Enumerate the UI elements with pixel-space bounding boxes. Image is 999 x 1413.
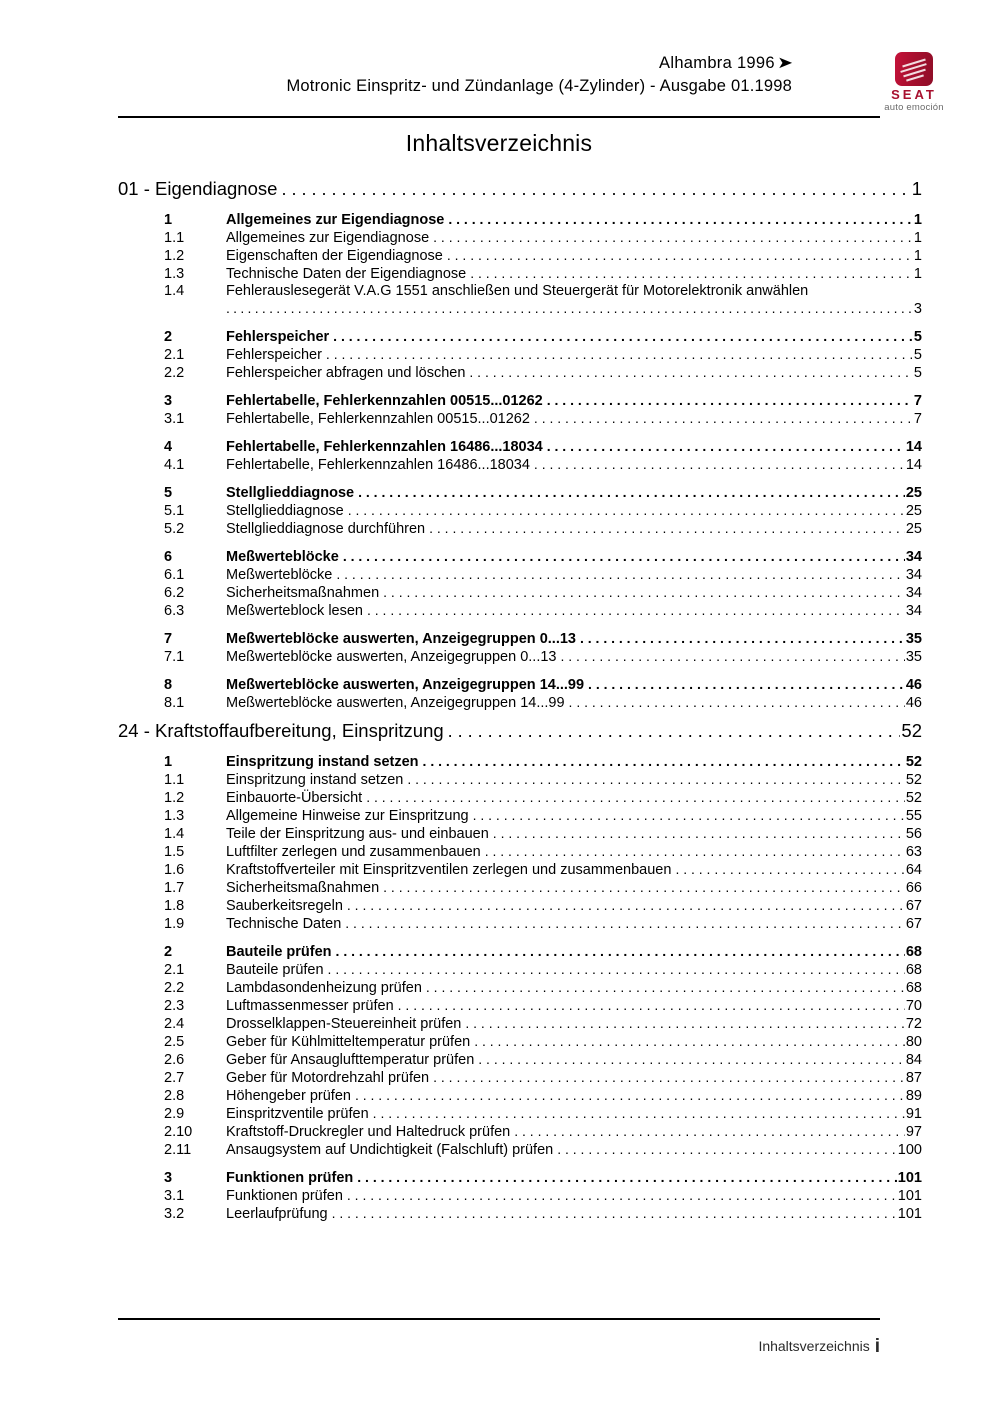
- toc-section-number: 3: [164, 1170, 173, 1186]
- toc-page-number: 1: [913, 266, 922, 282]
- toc-subsection-number: 1.1: [164, 772, 185, 788]
- toc-leader-dots: [485, 843, 905, 859]
- header-subtitle-line: Motronic Einspritz- und Zündanlage (4-Zylinder) - Ausgabe 01.1998: [286, 77, 792, 95]
- toc-leader-dots: [383, 584, 905, 600]
- toc-leader-dots: [281, 179, 910, 200]
- toc-subsection-label: Geber für Kühlmitteltemperatur prüfen: [226, 1034, 471, 1050]
- toc-leader-dots: [407, 771, 905, 787]
- toc-page-number: 84: [905, 1052, 922, 1068]
- header-model-line: [118, 52, 792, 74]
- toc-subsection-number: 4.1: [164, 457, 185, 473]
- toc-page-number: 55: [905, 808, 922, 824]
- toc-subsection-number: 1.2: [164, 248, 185, 264]
- toc-page-number: 46: [905, 677, 922, 693]
- toc-page-number: 63: [905, 844, 922, 860]
- toc-section-row[interactable]: [164, 943, 922, 960]
- toc-section-number: 7: [164, 631, 173, 647]
- toc-page-number: 46: [905, 695, 922, 711]
- toc-section-label: Meßwerteblöcke: [226, 549, 339, 565]
- toc-subsection-label: Geber für Ansauglufttemperatur prüfen: [226, 1052, 475, 1068]
- toc-subsection-row[interactable]: [164, 997, 922, 1014]
- toc-subsection-label: Allgemeine Hinweise zur Einspritzung: [226, 808, 469, 824]
- toc-section-row[interactable]: [164, 484, 922, 501]
- toc-subsection-label: Stellglieddiagnose durchführen: [226, 521, 426, 537]
- toc-subsection-number: 1.1: [164, 230, 185, 246]
- toc-subsection-row[interactable]: [164, 456, 922, 473]
- toc-subsection-number: 5.1: [164, 503, 185, 519]
- toc-subsection-row[interactable]: [164, 771, 922, 788]
- toc-page-number: 68: [905, 962, 922, 978]
- toc-subsection-number: 2.7: [164, 1070, 185, 1086]
- toc-subsection-row[interactable]: [164, 1015, 922, 1032]
- toc-subsection-number: 2.10: [164, 1124, 193, 1140]
- toc-leader-dots: [448, 721, 901, 742]
- toc-leader-dots: [328, 961, 905, 977]
- toc-subsection-label: Einspritzventile prüfen: [226, 1106, 369, 1122]
- toc-page-number: 7: [913, 411, 922, 427]
- seat-tagline: auto emoción: [884, 102, 944, 113]
- toc-subsection-label: Luftmassenmesser prüfen: [226, 998, 394, 1014]
- toc-subsection-number: 3.1: [164, 1188, 185, 1204]
- toc-subsection-row[interactable]: [164, 520, 922, 537]
- toc-leader-dots: [514, 1123, 905, 1139]
- toc-subsection-label: Funktionen prüfen: [226, 1188, 343, 1204]
- toc-leader-dots: [367, 602, 905, 618]
- toc-page-number: 34: [905, 567, 922, 583]
- toc-section-number: 3: [164, 393, 173, 409]
- toc-page-number: 91: [905, 1106, 922, 1122]
- toc-section-label: Stellglieddiagnose: [226, 485, 355, 501]
- toc-leader-dots: [433, 229, 913, 245]
- toc-section-number: 5: [164, 485, 173, 501]
- toc-page-number: 68: [905, 944, 922, 960]
- toc-page-number: 52: [901, 720, 922, 741]
- toc-page-number: 34: [905, 585, 922, 601]
- toc-subsection-number: 8.1: [164, 695, 185, 711]
- toc-subsection-row[interactable]: [164, 648, 922, 665]
- toc-page-number: 25: [905, 485, 922, 501]
- toc-section-number: 6: [164, 549, 173, 565]
- toc-subsection-row[interactable]: [164, 265, 922, 282]
- toc-page-number: 67: [905, 916, 922, 932]
- toc-subsection-row[interactable]: [164, 346, 922, 363]
- toc-leader-dots: [493, 825, 905, 841]
- toc-page-number: 25: [905, 503, 922, 519]
- right-arrow-icon: ➤: [777, 54, 794, 72]
- toc-subsection-row[interactable]: [164, 1123, 922, 1140]
- toc-page-number: 35: [905, 649, 922, 665]
- toc-page-number: 66: [905, 880, 922, 896]
- toc-page-number: 1: [911, 178, 922, 199]
- toc-leader-dots: [336, 943, 905, 959]
- toc-leader-dots: [347, 897, 905, 913]
- toc-page-number: 56: [905, 826, 922, 842]
- toc-subsection-number: 2.3: [164, 998, 185, 1014]
- toc-page-number: 7: [913, 393, 922, 409]
- toc-subsection-row[interactable]: [164, 584, 922, 601]
- toc-subsection-row[interactable]: [164, 861, 922, 878]
- toc-leader-dots: [348, 502, 905, 518]
- toc-subsection-label: Drosselklappen-Steuereinheit prüfen: [226, 1016, 462, 1032]
- toc-page-number: 97: [905, 1124, 922, 1140]
- toc-subsection-number: 1.3: [164, 808, 185, 824]
- toc-subsection-row[interactable]: [164, 1051, 922, 1068]
- toc-subsection-label: Fehlerauslesegerät V.A.G 1551 anschließen und Steuergerät für Motorelektronik anwählen: [226, 283, 809, 299]
- toc-chapter-title: 01 - Eigendiagnose: [118, 178, 278, 199]
- seat-wordmark: SEAT: [891, 87, 937, 102]
- toc-leader-dots: [336, 566, 904, 582]
- toc-subsection-label: Einspritzung instand setzen: [226, 772, 404, 788]
- toc-subsection-row[interactable]: [164, 1187, 922, 1204]
- toc-page-number: 3: [913, 301, 922, 317]
- toc-leader-dots: [426, 979, 905, 995]
- toc-leader-dots: [357, 1169, 897, 1185]
- toc-section-label: Einspritzung instand setzen: [226, 754, 419, 770]
- toc-leader-dots: [547, 392, 913, 408]
- header-divider: [118, 116, 880, 118]
- toc-subsection-label: Lambdasondenheizung prüfen: [226, 980, 422, 996]
- toc-subsection-label: Sicherheitsmaßnahmen: [226, 585, 380, 601]
- toc-leader-dots: [560, 648, 904, 664]
- toc-page-number: 1: [913, 248, 922, 264]
- toc-page-number: 72: [905, 1016, 922, 1032]
- toc-leader-dots: [333, 328, 913, 344]
- toc-subsection-row[interactable]: [164, 1105, 922, 1122]
- toc-subsection-row[interactable]: [164, 961, 922, 978]
- toc-section-label: Bauteile prüfen: [226, 944, 332, 960]
- toc-section-row[interactable]: [164, 548, 922, 565]
- toc-subsection-number: 1.2: [164, 790, 185, 806]
- table-of-contents: [118, 178, 922, 1222]
- toc-page-number: 68: [905, 980, 922, 996]
- toc-section-label: Fehlertabelle, Fehlerkennzahlen 16486...18034: [226, 439, 543, 455]
- toc-leader-dots: [474, 1033, 905, 1049]
- toc-leader-dots: [675, 861, 904, 877]
- toc-section-label: Allgemeines zur Eigendiagnose: [226, 212, 445, 228]
- toc-subsection-row[interactable]: [164, 807, 922, 824]
- toc-subsection-label: Sicherheitsmaßnahmen: [226, 880, 380, 896]
- toc-page-number: 34: [905, 603, 922, 619]
- toc-section-row[interactable]: [164, 753, 922, 770]
- toc-subsection-number: 2.8: [164, 1088, 185, 1104]
- toc-subsection-number: 2.2: [164, 980, 185, 996]
- toc-leader-dots: [473, 807, 905, 823]
- toc-chapter-row[interactable]: [118, 720, 922, 742]
- toc-subsection-label: Allgemeines zur Eigendiagnose: [226, 230, 430, 246]
- toc-subsection-label: Technische Daten der Eigendiagnose: [226, 266, 467, 282]
- toc-leader-dots: [345, 915, 905, 931]
- toc-subsection-label: Meßwerteblöcke: [226, 567, 333, 583]
- toc-page-number: 87: [905, 1070, 922, 1086]
- toc-page-number: 101: [897, 1170, 922, 1186]
- toc-subsection-label: Kraftstoffverteiler mit Einspritzventilen zerlegen und zusammenbauen: [226, 862, 672, 878]
- toc-page-number: 67: [905, 898, 922, 914]
- page-title: Inhaltsverzeichnis: [405, 130, 593, 156]
- toc-subsection-number: 1.4: [164, 283, 185, 299]
- toc-section-label: Fehlerspeicher: [226, 329, 330, 345]
- toc-page-number: 1: [913, 212, 922, 228]
- toc-leader-dots: [373, 1105, 905, 1121]
- toc-subsection-label: Fehlerspeicher abfragen und löschen: [226, 365, 466, 381]
- toc-section-row[interactable]: [164, 328, 922, 345]
- toc-page-number: 52: [905, 754, 922, 770]
- toc-section-number: 2: [164, 944, 173, 960]
- toc-leader-dots: [355, 1087, 905, 1103]
- toc-subsection-number: 1.6: [164, 862, 185, 878]
- toc-subsection-row[interactable]: [164, 843, 922, 860]
- toc-subsection-label: Fehlerspeicher: [226, 347, 322, 363]
- footer-page-number: i: [874, 1336, 880, 1357]
- toc-page-number: 5: [913, 347, 922, 363]
- toc-section-row[interactable]: [164, 1169, 922, 1186]
- toc-page-number: 1: [913, 230, 922, 246]
- toc-subsection-number: 6.1: [164, 567, 185, 583]
- toc-page-number: 101: [897, 1206, 922, 1222]
- toc-section-number: 2: [164, 329, 173, 345]
- toc-group: [118, 753, 922, 1222]
- toc-subsection-row[interactable]: [164, 879, 922, 896]
- toc-subsection-number: 2.9: [164, 1106, 185, 1122]
- toc-subsection-row[interactable]: [164, 825, 922, 842]
- toc-subsection-number: 7.1: [164, 649, 185, 665]
- toc-subsection-number: 3.1: [164, 411, 185, 427]
- toc-leader-dots: [580, 630, 905, 646]
- toc-subsection-number: 6.3: [164, 603, 185, 619]
- toc-subsection-number: 1.4: [164, 826, 185, 842]
- toc-leader-dots: [326, 346, 913, 362]
- toc-page-number: 14: [905, 457, 922, 473]
- toc-section-number: 8: [164, 677, 173, 693]
- toc-section-label: Meßwerteblöcke auswerten, Anzeigegruppen 0...13: [226, 631, 576, 647]
- toc-subsection-number: 1.5: [164, 844, 185, 860]
- toc-subsection-number: 2.5: [164, 1034, 185, 1050]
- toc-subsection-number: 2.6: [164, 1052, 185, 1068]
- toc-subsection-label: Fehlertabelle, Fehlerkennzahlen 00515...01262: [226, 411, 530, 427]
- toc-page-number: 89: [905, 1088, 922, 1104]
- header-title-block: [118, 52, 880, 98]
- toc-leader-dots: [383, 879, 905, 895]
- toc-leader-dots: [448, 211, 913, 227]
- toc-subsection-label: Meßwerteblöcke auswerten, Anzeigegruppen 14...99: [226, 695, 565, 711]
- toc-chapter-row[interactable]: [118, 178, 922, 200]
- toc-page-number: 101: [897, 1188, 922, 1204]
- toc-subsection-label: Teile der Einspritzung aus- und einbauen: [226, 826, 489, 842]
- toc-subsection-label: Sauberkeitsregeln: [226, 898, 343, 914]
- toc-subsection-row[interactable]: [164, 566, 922, 583]
- toc-section-label: Fehlertabelle, Fehlerkennzahlen 00515...01262: [226, 393, 543, 409]
- toc-page-number: 100: [897, 1142, 922, 1158]
- toc-page-number: 52: [905, 772, 922, 788]
- toc-subsection-row[interactable]: [164, 410, 922, 427]
- toc-page-number: 35: [905, 631, 922, 647]
- toc-section-row[interactable]: [164, 211, 922, 228]
- toc-page-number: 64: [905, 862, 922, 878]
- toc-subsection-row[interactable]: [164, 229, 922, 246]
- toc-leader-dots: [423, 753, 905, 769]
- toc-subsection-label: Luftfilter zerlegen und zusammenbauen: [226, 844, 481, 860]
- toc-subsection-number: 2.11: [164, 1142, 192, 1158]
- toc-section-number: 4: [164, 439, 173, 455]
- toc-section-number: 1: [164, 212, 173, 228]
- toc-leader-dots: [547, 438, 905, 454]
- toc-subsection-row[interactable]: [164, 915, 922, 932]
- toc-page-number: 70: [905, 998, 922, 1014]
- toc-subsection-row[interactable]: [164, 1205, 922, 1222]
- toc-page-number: 5: [913, 329, 922, 345]
- toc-leader-dots: [332, 1205, 897, 1221]
- toc-subsection-row[interactable]: [164, 1141, 922, 1158]
- toc-leader-dots: [366, 789, 905, 805]
- toc-subsection-number: 1.7: [164, 880, 185, 896]
- toc-subsection-row[interactable]: [164, 364, 922, 381]
- header-model-text: Alhambra 1996: [659, 54, 775, 72]
- toc-subsection-label: Leerlaufprüfung: [226, 1206, 328, 1222]
- toc-section-row[interactable]: [164, 392, 922, 409]
- toc-subsection-number: 3.2: [164, 1206, 185, 1222]
- footer-divider: [118, 1318, 880, 1320]
- toc-subsection-label: Eigenschaften der Eigendiagnose: [226, 248, 443, 264]
- toc-subsection-number: 2.1: [164, 962, 185, 978]
- seat-logo: [866, 52, 962, 113]
- toc-page-number: 25: [905, 521, 922, 537]
- toc-section-row[interactable]: [164, 630, 922, 647]
- toc-section-label: Funktionen prüfen: [226, 1170, 354, 1186]
- toc-subsection-label: Bauteile prüfen: [226, 962, 324, 978]
- toc-subsection-number: 1.3: [164, 266, 185, 282]
- toc-leader-dots: [447, 247, 913, 263]
- toc-subsection-label: Einbauorte-Übersicht: [226, 790, 363, 806]
- toc-subsection-row[interactable]: [164, 979, 922, 996]
- toc-section-number: 1: [164, 754, 173, 770]
- toc-subsection-label: Kraftstoff-Druckregler und Haltedruck prüfen: [226, 1124, 511, 1140]
- toc-subsection-number: 2.1: [164, 347, 185, 363]
- toc-leader-dots: [534, 410, 913, 426]
- toc-leader-dots: [534, 456, 905, 472]
- seat-badge-icon: [895, 52, 933, 86]
- toc-leader-dots: [469, 364, 913, 380]
- toc-page-number: 52: [905, 790, 922, 806]
- toc-subsection-label: Höhengeber prüfen: [226, 1088, 351, 1104]
- toc-leader-dots: [343, 548, 905, 564]
- toc-subsection-row[interactable]: [164, 897, 922, 914]
- toc-section-row[interactable]: [164, 438, 922, 455]
- page-header: [118, 52, 880, 98]
- toc-subsection-number: 6.2: [164, 585, 185, 601]
- toc-subsection-row[interactable]: [164, 1087, 922, 1104]
- toc-subsection-row[interactable]: [164, 502, 922, 519]
- toc-leader-dots: [358, 484, 905, 500]
- toc-subsection-row[interactable]: [164, 283, 922, 299]
- toc-subsection-row[interactable]: [164, 247, 922, 264]
- toc-section-label: Meßwerteblöcke auswerten, Anzeigegruppen 14...99: [226, 677, 585, 693]
- toc-leader-dots: [226, 300, 913, 317]
- toc-subsection-label: Fehlertabelle, Fehlerkennzahlen 16486...18034: [226, 457, 530, 473]
- toc-leader-dots: [470, 265, 913, 281]
- toc-leader-dots: [465, 1015, 904, 1031]
- toc-subsection-number: 1.9: [164, 916, 185, 932]
- toc-chapter-title: 24 - Kraftstoffaufbereitung, Einspritzung: [118, 720, 444, 741]
- toc-leader-dots: [347, 1187, 897, 1203]
- toc-subsection-label: Meßwerteblöcke auswerten, Anzeigegruppen 0...13: [226, 649, 557, 665]
- toc-page-number: 14: [905, 439, 922, 455]
- toc-page-number: 80: [905, 1034, 922, 1050]
- toc-group: [118, 211, 922, 711]
- toc-leader-dots: [569, 694, 905, 710]
- toc-subsection-row[interactable]: [164, 1033, 922, 1050]
- toc-leader-dots: [478, 1051, 905, 1067]
- toc-leader-dots: [433, 1069, 905, 1085]
- footer-label: Inhaltsverzeichnis: [758, 1338, 870, 1354]
- toc-subsection-label: Geber für Motordrehzahl prüfen: [226, 1070, 430, 1086]
- toc-subsection-label: Technische Daten: [226, 916, 342, 932]
- toc-subsection-continuation: [164, 300, 922, 317]
- toc-subsection-row[interactable]: [164, 602, 922, 619]
- toc-subsection-row[interactable]: [164, 789, 922, 806]
- toc-leader-dots: [398, 997, 905, 1013]
- toc-subsection-label: Ansaugsystem auf Undichtigkeit (Falschluft) prüfen: [226, 1142, 554, 1158]
- page-footer: [118, 1336, 880, 1358]
- toc-leader-dots: [429, 520, 905, 536]
- toc-subsection-number: 5.2: [164, 521, 185, 537]
- toc-subsection-number: 1.8: [164, 898, 185, 914]
- toc-subsection-label: Stellglieddiagnose: [226, 503, 344, 519]
- toc-section-row[interactable]: [164, 676, 922, 693]
- toc-subsection-row[interactable]: [164, 1069, 922, 1086]
- toc-spacer: [118, 711, 922, 720]
- toc-subsection-row[interactable]: [164, 694, 922, 711]
- toc-leader-dots: [557, 1141, 897, 1157]
- toc-leader-dots: [588, 676, 905, 692]
- toc-subsection-label: Meßwerteblock lesen: [226, 603, 363, 619]
- toc-page-number: 5: [913, 365, 922, 381]
- toc-page-number: 34: [905, 549, 922, 565]
- toc-subsection-number: 2.4: [164, 1016, 185, 1032]
- toc-subsection-number: 2.2: [164, 365, 185, 381]
